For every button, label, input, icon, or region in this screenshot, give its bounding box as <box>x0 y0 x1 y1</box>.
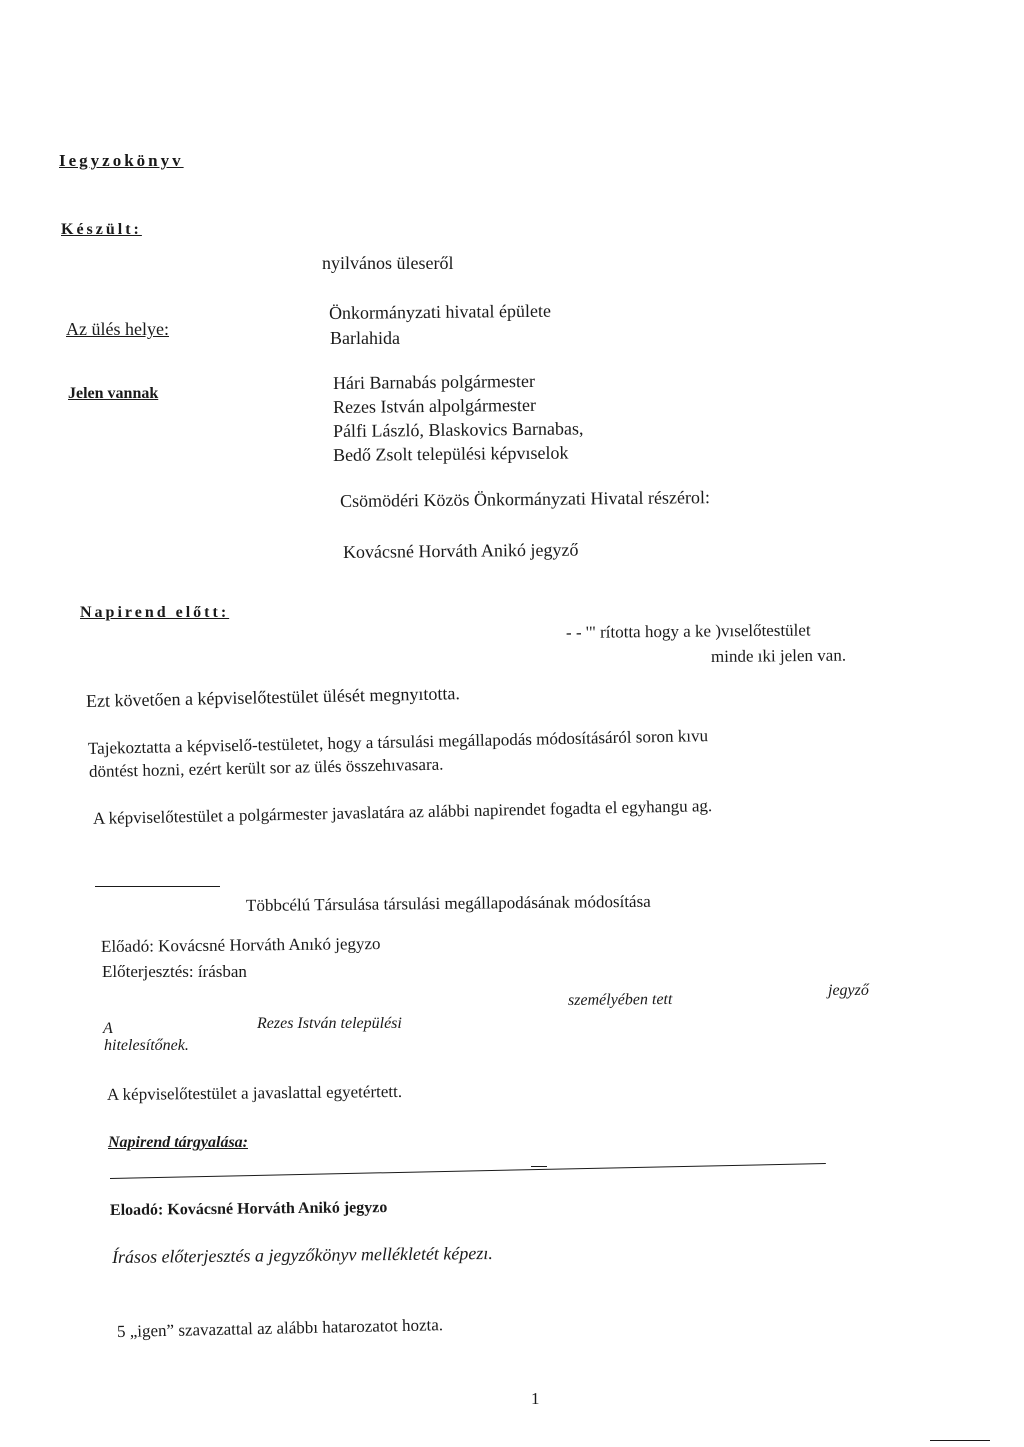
paragraph-inform-2: döntést hozni, ezért került sor az ülés összehıvasara. <box>88 754 444 781</box>
agenda-fragment-1: - - '" rította hogy a ke )vıselőtestület <box>565 620 811 642</box>
agenda-item-presenter: Előadó: Kovácsné Horváth Anıkó jegyzo <box>100 934 381 956</box>
vote-line: 5 „igen” szavazattal az alábbı hatarozatot hozta. <box>116 1315 444 1341</box>
agenda-separator <box>95 886 220 887</box>
written-submission: Írásos előterjesztés a jegyzőkönyv mellékletét képezı. <box>111 1243 493 1267</box>
agreed-line: A képviselőtestület a javaslattal egyetértett. <box>106 1081 403 1104</box>
notary-line: Kovácsné Horváth Anikó jegyző <box>342 539 579 562</box>
fragment-rezes: Rezes István települési <box>257 1015 402 1032</box>
paragraph-opened: Ezt követően a képviselőtestület ülését megnyıtotta. <box>85 683 461 711</box>
discussion-rule <box>110 1163 826 1179</box>
paragraph-inform-1: Tajekoztatta a képviselő-testületet, hogy a társulási megállapodás módosításáról soron kıvu <box>87 726 709 758</box>
fragment-szemelyeben: személyében tett <box>567 990 673 1009</box>
fragment-jegyzo: jegyző <box>828 982 869 999</box>
keszult-label: Készült: <box>61 221 142 238</box>
paragraph-agenda-accepted: A képviselőtestület a polgármester javaslatára az alábbi napirendet fogadta el egyhangu ag. <box>92 796 713 828</box>
agenda-item-title: Többcélú Társulása társulási megállapodásának módosítása <box>245 891 651 915</box>
page-number: 1 <box>531 1389 540 1408</box>
footer-rule <box>930 1440 990 1441</box>
fragment-a: A <box>103 1020 113 1037</box>
office-line: Csömödéri Közös Önkormányzati Hivatal részérol: <box>339 487 710 511</box>
place-label: Az ülés helye: <box>66 319 169 339</box>
place-line2: Barlahida <box>330 328 400 348</box>
fragment-hitelesitonek: hitelesítőnek. <box>104 1037 189 1054</box>
agenda-before-label: Napirend előtt: <box>80 604 230 621</box>
place-line1: Önkormányzati hivatal épülete <box>328 300 552 323</box>
present-4: Bedő Zsolt települési képvıselok <box>332 442 569 465</box>
present-3: Pálfi László, Blaskovics Barnabas, <box>332 418 584 441</box>
document-title: Iegyzokönyv <box>59 151 184 170</box>
agenda-fragment-2: minde ıki jelen van. <box>710 645 847 666</box>
discussion-label: Napirend tárgyalása: <box>108 1134 248 1151</box>
present-2: Rezes István alpolgármester <box>332 394 537 417</box>
agenda-item-submission: Előterjesztés: írásban <box>102 962 247 981</box>
session-type: nyilvános üleseről <box>322 253 454 273</box>
discussion-rule-short <box>531 1166 547 1167</box>
present-1: Hári Barnabás polgármester <box>332 370 536 393</box>
discussion-presenter: Eloadó: Kovácsné Horváth Anikó jegyzo <box>109 1199 388 1219</box>
present-label: Jelen vannak <box>68 385 159 402</box>
